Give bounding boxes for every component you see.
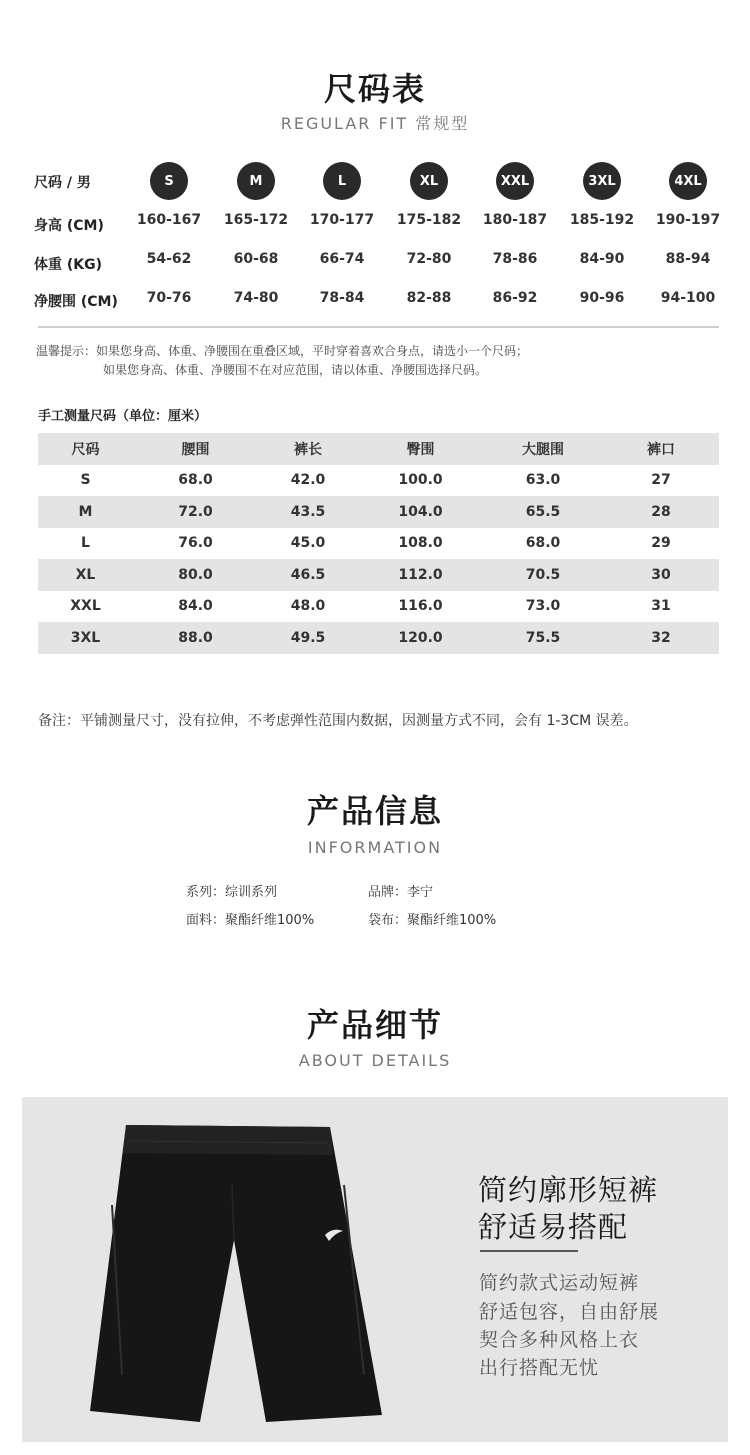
cell: 108.0 <box>398 535 443 552</box>
size-chart-subtitle: REGULAR FIT 常规型 <box>280 114 470 133</box>
info-series: 系列：综训系列 <box>186 885 278 900</box>
header-waist: 腰围 <box>181 441 210 458</box>
weight-cell: 54-62 <box>146 251 192 267</box>
detail-line-2: 舒适包容，自由舒展 <box>479 1301 660 1323</box>
cell: 45.0 <box>290 535 326 552</box>
height-cell: 165-172 <box>223 212 289 228</box>
waist-cell: 86-92 <box>492 290 538 306</box>
detail-headline-1: 简约廓形短裤 <box>478 1173 659 1207</box>
tip-line-1: 温馨提示：如果您身高、体重、净腰围在重叠区域，平时穿着喜欢合身点，请选小一个尺码； <box>36 344 529 358</box>
height-cell: 160-167 <box>136 212 202 228</box>
cell: M <box>78 503 93 520</box>
waist-cell: 78-84 <box>319 290 365 306</box>
cell: 75.5 <box>525 629 561 646</box>
table-row <box>38 591 719 623</box>
cell: 70.5 <box>525 566 561 583</box>
weight-cell: 72-80 <box>406 251 452 267</box>
cell: 84.0 <box>178 598 213 615</box>
size-chart-title: 尺码表 <box>323 70 426 108</box>
info-pocket: 袋布：聚酯纤维100% <box>368 913 497 928</box>
waist-cell: 94-100 <box>660 290 716 306</box>
cell: S <box>80 472 91 489</box>
cell: 116.0 <box>398 598 443 615</box>
info-subtitle: INFORMATION <box>307 838 443 857</box>
cell: 30 <box>651 566 671 583</box>
cell: XL <box>75 566 96 583</box>
info-fabric: 面料：聚酯纤维100% <box>186 913 315 928</box>
shorts-image <box>82 1115 382 1435</box>
weight-cell: 88-94 <box>665 251 711 267</box>
height-row-label: 身高 (CM) <box>34 218 104 234</box>
size-circle-3xl: 3XL <box>583 162 621 200</box>
height-cell: 190-197 <box>655 212 721 228</box>
cell: 65.5 <box>525 503 561 520</box>
cell: 76.0 <box>178 535 213 552</box>
cell: 32 <box>651 629 671 646</box>
cell: 63.0 <box>525 472 561 489</box>
cell: 43.5 <box>290 503 326 520</box>
table-row <box>38 465 719 497</box>
details-subtitle: ABOUT DETAILS <box>298 1051 452 1070</box>
weight-cell: 78-86 <box>492 251 538 267</box>
measure-table <box>38 433 719 654</box>
cell: 68.0 <box>525 535 561 552</box>
waist-cell: 90-96 <box>579 290 625 306</box>
weight-row-label: 体重 (KG) <box>34 257 103 273</box>
cell: 31 <box>651 598 671 615</box>
detail-divider <box>480 1250 578 1252</box>
cell: 29 <box>651 535 671 552</box>
cell: 49.5 <box>290 629 326 646</box>
cell: 28 <box>651 503 671 520</box>
measure-note: 备注：平铺测量尺寸，没有拉伸，不考虑弹性范围内数据，因测量方式不同，会有 1-3CM 误差。 <box>38 713 638 729</box>
tip-line-2: 如果您身高、体重、净腰围不在对应范围，请以体重、净腰围选择尺码。 <box>103 363 488 377</box>
waist-cell: 70-76 <box>146 290 192 306</box>
height-cell: 170-177 <box>309 212 375 228</box>
table-row <box>38 559 719 591</box>
cell: 48.0 <box>290 598 326 615</box>
cell: XXL <box>70 598 101 615</box>
size-circle-xl: XL <box>410 162 448 200</box>
detail-headline-2: 舒适易搭配 <box>478 1210 629 1244</box>
height-cell: 175-182 <box>396 212 462 228</box>
cell: 72.0 <box>178 503 213 520</box>
cell: 68.0 <box>178 472 213 489</box>
measure-title: 手工测量尺码（单位：厘米） <box>38 409 208 424</box>
cell: 46.5 <box>290 566 326 583</box>
cell: 27 <box>651 472 671 489</box>
header-length: 裤长 <box>294 441 322 458</box>
size-circle-l: L <box>323 162 361 200</box>
cell: 100.0 <box>398 472 443 489</box>
header-thigh: 大腿围 <box>522 441 564 458</box>
height-cell: 185-192 <box>569 212 635 228</box>
cell: 80.0 <box>178 566 213 583</box>
waist-row-label: 净腰围 (CM) <box>34 294 118 310</box>
info-title: 产品信息 <box>306 792 443 830</box>
waist-cell: 82-88 <box>406 290 452 306</box>
cell: 120.0 <box>398 629 443 646</box>
cell: 88.0 <box>178 629 213 646</box>
info-brand: 品牌：李宁 <box>368 885 434 900</box>
table-row <box>38 496 719 528</box>
size-row-label: 尺码 / 男 <box>34 175 91 191</box>
header-hem: 裤口 <box>647 441 675 458</box>
weight-cell: 66-74 <box>319 251 365 267</box>
size-circle-xxl: XXL <box>496 162 534 200</box>
table-row <box>38 528 719 560</box>
header-hip: 臀围 <box>406 441 435 458</box>
detail-line-4: 出行搭配无忧 <box>479 1357 600 1379</box>
height-cell: 180-187 <box>482 212 548 228</box>
waist-cell: 74-80 <box>233 290 279 306</box>
table-header-row <box>38 433 719 465</box>
divider <box>38 326 719 328</box>
size-circle-m: M <box>237 162 275 200</box>
cell: 112.0 <box>398 566 443 583</box>
cell: L <box>81 535 90 552</box>
cell: 73.0 <box>525 598 561 615</box>
table-row <box>38 622 719 654</box>
cell: 3XL <box>70 629 101 646</box>
detail-line-3: 契合多种风格上衣 <box>479 1329 640 1351</box>
cell: 104.0 <box>398 503 443 520</box>
weight-cell: 84-90 <box>579 251 625 267</box>
cell: 42.0 <box>290 472 326 489</box>
weight-cell: 60-68 <box>233 251 279 267</box>
size-circle-4xl: 4XL <box>669 162 707 200</box>
detail-line-1: 简约款式运动短裤 <box>479 1272 640 1294</box>
details-title: 产品细节 <box>306 1006 443 1044</box>
header-size: 尺码 <box>71 441 100 458</box>
size-circle-s: S <box>150 162 188 200</box>
